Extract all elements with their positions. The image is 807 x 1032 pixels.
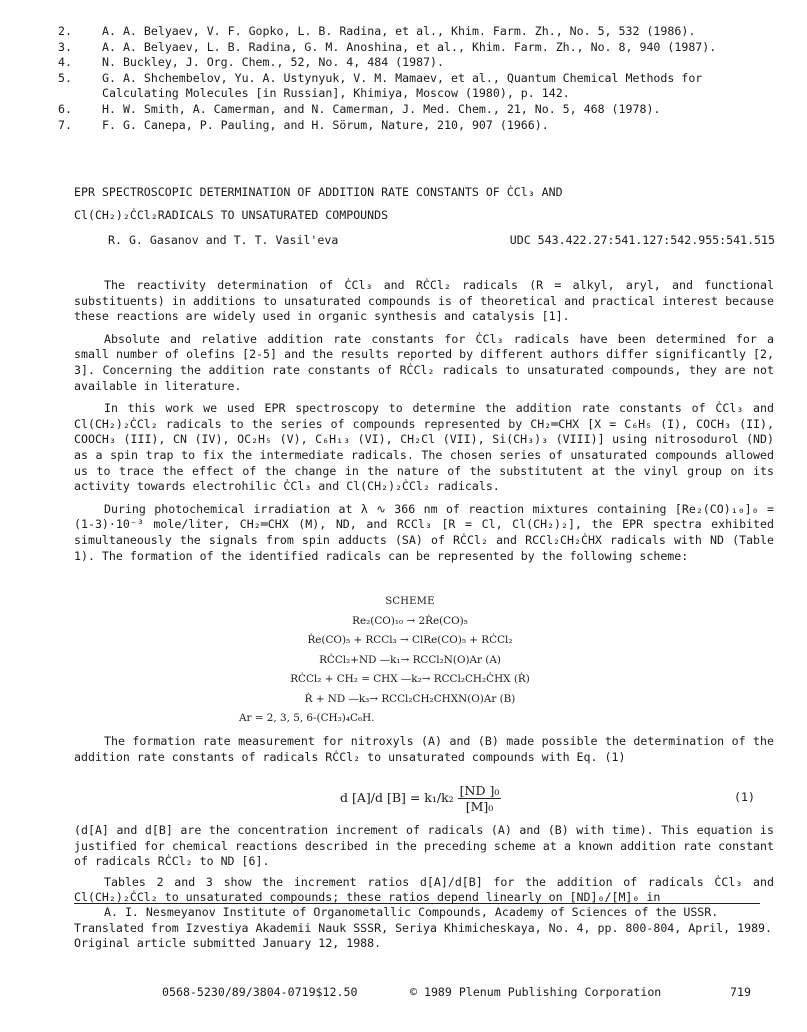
paragraph: In this work we used EPR spectroscopy to determine the addition rate constants of ĊCl₃ and Cl(CH₂)₂ĊCl₂ radicals to the series of compounds represented by CH₂═CHX [X = C₆H₅ (I), COCH₃ (II), COOCH₃ (III), CN (IV), OC₂H₅ (V), C₆H₁₃ (VI), CH₂Cl (VII), Si(CH₃)₃ (VIII)] using nitrosodurol (ND) as a spin trap to fix the intermediate radicals. The chosen series of unsaturated compounds allowed us to trace the effect of the change in the nature of the substitutent at the vinyl group on its activity towards electrohilic ĊCl₃ and Cl(CH₂)₂ĊCl₂ radicals. <box>74 401 774 494</box>
reaction-scheme <box>239 592 575 729</box>
equation-lhs: d [A]/d [B] = k₁/k₂ <box>340 790 454 805</box>
scheme-reaction: RĊCl₂ + CH₂ = CHX —k₂→ RCCl₂CH₂ĊHX (Ṙ) <box>290 673 530 685</box>
affiliation-footnote <box>74 905 774 952</box>
reference-text: F. G. Canepa, P. Pauling, and H. Sörum, Nature, 210, 907 (1966). <box>102 117 549 132</box>
scheme-heading: SCHEME <box>385 596 435 607</box>
article-code: 0568-5230/89/3804-0719$12.50 <box>162 985 358 999</box>
scheme-ar-definition: Ar = 2, 3, 5, 6-(CH₃)₄C₆H. <box>239 712 375 724</box>
paragraph: Tables 2 and 3 show the increment ratios d[A]/d[B] for the addition of radicals ĊCl₃ and Cl(CH₂)₂ĊCl₂ to unsaturated compounds; these ratios depend linearly on [ND]₀/[M]₀ in <box>74 874 774 905</box>
body-text <box>74 734 774 772</box>
reference-list <box>58 24 778 133</box>
reference-item <box>58 40 778 56</box>
reference-item <box>58 102 778 118</box>
reference-number: 2. <box>58 24 72 38</box>
reference-text: N. Buckley, J. Org. Chem., 52, No. 4, 484 (1987). <box>102 55 445 70</box>
paragraph: During photochemical irradiation at λ ∿ 366 nm of reaction mixtures containing [Re₂(CO)₁₀]₀ = (1-3)·10⁻³ mole/liter, CH₂═CHX (M), ND, and RCCl₃ [R = Cl, Cl(CH₂)₂], the EPR spectra exhibited simultaneously the signals from spin adducts (SA) of RĊCl₂ and RCCl₂CH₂ĊHX radicals with ND (Table 1). The formation of the identified radicals can be represented by the following scheme: <box>74 501 774 563</box>
reference-item <box>58 55 778 71</box>
copyright: © 1989 Plenum Publishing Corporation <box>410 985 662 999</box>
equation-number: (1) <box>734 790 755 804</box>
reference-number: 7. <box>58 117 72 132</box>
paragraph: The reactivity determination of ĊCl₃ and RĊCl₂ radicals (R = alkyl, aryl, and functional substituents) in additions to unsaturated compounds is of theoretical and practical interest because these reactions are widely used in organic synthesis and catalysis [1]. <box>74 278 774 324</box>
authors: R. G. Gasanov and T. T. Vasil'eva <box>108 233 339 247</box>
udc-code: UDC 543.422.27:541.127:542.955:541.515 <box>509 233 775 247</box>
reference-item <box>58 24 778 40</box>
equation-numerator: [ND ]₀ <box>459 783 500 798</box>
title-line: EPR SPECTROSCOPIC DETERMINATION OF ADDITION RATE CONSTANTS OF ĊCl₃ AND <box>74 185 563 199</box>
reference-text: A. A. Belyaev, V. F. Gopko, L. B. Radina, et al., Khim. Farm. Zh., No. 5, 532 (1986). <box>102 24 696 38</box>
reference-text: A. A. Belyaev, L. B. Radina, G. M. Anoshina, et al., Khim. Farm. Zh., No. 8, 940 (1987). <box>102 39 717 54</box>
reference-number: 5. <box>58 70 72 85</box>
body-text <box>74 278 774 571</box>
reference-number: 6. <box>58 101 72 116</box>
footnote-rule <box>74 903 760 904</box>
scheme-reaction: RĊCl₂+ND —k₁→ RCCl₂N(O)Ar (A) <box>319 653 501 666</box>
paragraph: The formation rate measurement for nitroxyls (A) and (B) made possible the determination of the addition rate constants of radicals RĊCl₂ to unsaturated compounds with Eq. (1) <box>74 734 774 764</box>
equation-1 <box>340 783 501 814</box>
reference-text: G. A. Shchembelov, Yu. A. Ustynyuk, V. M. Mamaev, et al., Quantum Chemical Methods for Calculating Molecules [in Russian], Khimiya, Moscow (1980), p. 142. <box>102 70 703 101</box>
affiliation-text: A. I. Nesmeyanov Institute of Organometallic Compounds, Academy of Sciences of the USSR. Translated from Izvestiya Akademii Nauk SSSR, Seriya Khimicheskaya, No. 4, pp. 800-804, April, 1989. Original article submitted January 12, 1988. <box>74 905 773 951</box>
article-title <box>74 181 774 227</box>
reference-text: H. W. Smith, A. Camerman, and N. Camerman, J. Med. Chem., 21, No. 5, 468 (1978). <box>102 101 661 116</box>
scheme-reaction: Re₂(CO)₁₀ → 2Ṙe(CO)₅ <box>352 614 468 627</box>
reference-number: 3. <box>58 39 72 54</box>
title-line: Cl(CH₂)₂ĊCl₂RADICALS TO UNSATURATED COMPOUNDS <box>74 208 389 222</box>
body-text <box>74 823 774 911</box>
equation-denominator: [M]₀ <box>465 799 494 814</box>
reference-item <box>58 71 778 102</box>
scheme-reaction: Ṙ + ND —k₃→ RCCl₂CH₂CHXN(O)Ar (B) <box>304 692 516 705</box>
page-number: 719 <box>730 985 751 999</box>
paragraph: Absolute and relative addition rate constants for ĊCl₃ radicals have been determined for a small number of olefins [2-5] and the results reported by different authors differ significantly [2, 3]. Concerning the addition rate constants of RĊCl₂ radicals to unsaturated compounds, they are not available in literature. <box>74 331 774 393</box>
reference-number: 4. <box>58 55 72 70</box>
paragraph: (d[A] and d[B] are the concentration increment of radicals (A) and (B) with time). This equation is justified for chemical reactions described in the preceding scheme at a known addition rate constant of radicals RĊCl₂ to ND [6]. <box>74 823 774 869</box>
reference-item <box>58 118 778 134</box>
equation-fraction <box>458 783 502 814</box>
scheme-reaction: Ṙe(CO)₅ + RCCl₃ → ClRe(CO)₅ + RĊCl₂ <box>307 634 513 646</box>
